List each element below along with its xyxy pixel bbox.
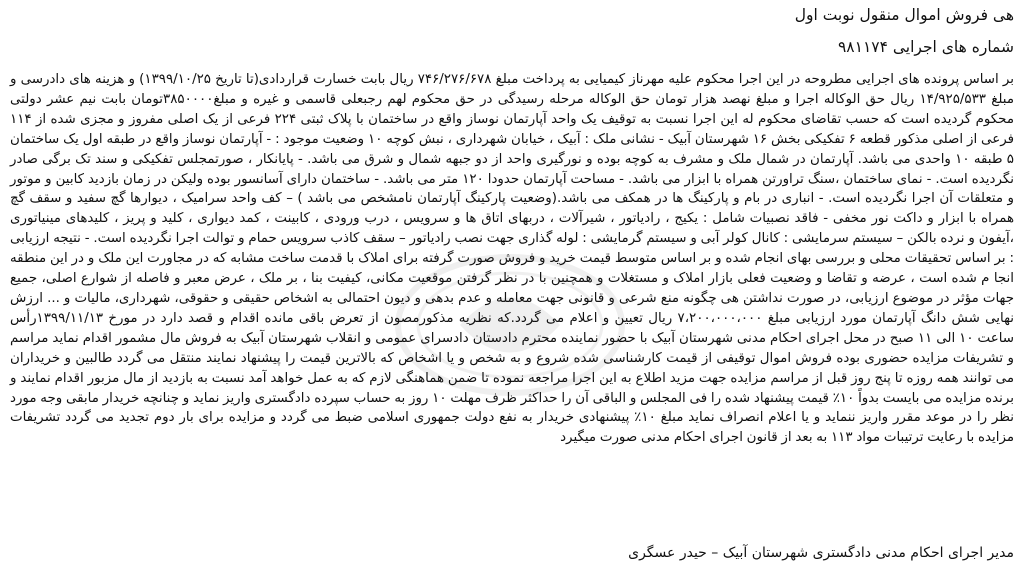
signature-line: مدیر اجرای احکام مدنی دادگستری شهرستان آبیک – حیدر عسگری <box>628 545 1014 561</box>
case-number: شماره های اجرایی ۹۸۱۱۷۴ <box>837 38 1014 56</box>
notice-title: هی فروش اموال منقول نوبت اول <box>794 6 1014 24</box>
notice-body: بر اساس پرونده های اجرایی مطروحه در این اجرا محکوم علیه مهرناز کیمیایی به پرداخت مبلغ ۷۴۶/۲۷۶/۶۷۸ ریال بابت خسارت قراردادی(تا تاریخ ۱۳۹۹/۱۰/۲۵) و هزینه های دادرسی و مبلغ ۱۴/۹۲۵/۵۳۳ ریال حق الوکاله اجرا و مبلغ نهصد هزار تومان حق الوکاله مرحله رسیدگی در حق محکوم لهم رجبعلی قاسمی و غیره و مبلغ۳۸۵۰۰۰۰تومان بابت نیم عشر دولتی محکوم گردیده است که حسب تقاضای محکوم له این اجرا نسبت به توقیف یک واحد آپارتمان نوساز واقع در ساختمان با پلاک ثبتی ۲۲۴ فرعی از یک اصلی مفروز و مجزی شده از ۱۱۴ فرعی از اصلی مذکور قطعه ۶ تفکیکی بخش ۱۶ شهرستان آبیک - نشانی ملک : آبیک ، خیابان شهرداری ، نبش کوچه ۱۰ وضعیت موجود : - آپارتمان نوساز واقع در طبقه اول یک ساختمان ۵ طبقه ۱۰ واحدی می باشد. آپارتمان در شمال ملک و مشرف به کوچه بوده و نورگیری واحد از دو جبهه شمال و شرق می باشد. - پایانکار ، صورتمجلس تفکیکی و سند تک برگی صادر نگردیده است. - نمای ساختمان ،سنگ تراورتن همراه با ابزار می باشد. - مساحت آپارتمان حدودا ۱۲۰ متر می باشد. - ساختمان دارای آسانسور بوده ولیکن در زمان بازدید کابین و موتور و متعلقات آن اجرا نگردیده است. - انباری در بام و پارکینگ ها در همکف می باشد.(وضعیت پارکینگ آپارتمان نامشخص می باشد ) – کف واحد سرامیک ، دیوارها گچ سفید و سقف گچ همراه با ابزار و داکت نور مخفی - فاقد نصبیات شامل : یکیج ، رادیاتور ، شیرآلات ، دربهای اتاق ها و سرویس ، درب ورودی ، کابینت ، کمد دیواری ، کلید و پریز ، کلیدهای مینیاتوری ،آیفون و نرده بالکن – سیستم سرمایشی : کانال کولر آبی و سیستم گرمایشی : لوله گذاری جهت نصب رادیاتور – سقف کاذب سرویس حمام و توالت اجرا نگردیده است. - نتیجه ارزیابی : بر اساس تحقیقات محلی و بررسی بهای انجام شده و بر اساس متوسط قیمت خرید و فروش صورت گرفته برای املاک با قدمت ساخت مشابه که در مجاورت این ملک و در این منطقه انجا م شده است ، عرضه و تقاضا و وضعیت فعلی بازار املاک و مستغلات و همچنین با در نظر گرفتن موقعیت مکانی، کیفیت بنا ، بر ملک ، عرض معبر و فاصله از شوارع اصلی، جمیع جهات مؤثر در موضوع ارزیابی، در صورت نداشتن هی چگونه منع شرعی و قانونی جهت معامله و عدم بدهی و دیون احتمالی به اشخاص حقیقی و حقوقی، شهرداری، مالیات و ... ارزش نهایی شش دانگ آپارتمان مورد ارزیابی مبلغ ۷،۲۰۰،۰۰۰،۰۰۰ ریال تعیین و اعلام می گردد.که نظریه مذکورمصون از تعرض باقی مانده اقدام و قصد دارد در مورخ ۱۳۹۹/۱۱/۱۳رأس ساعت ۱۰ الی ۱۱ صبح در محل اجرای احکام مدنی شهرستان آبیک با حضور نماینده محترم دادستان دادسرای عمومی و انقلاب شهرستان آبیک به فروش مال مشمور اقدام نماید مراسم و تشریفات مزایده حضوری بوده فروش اموال توقیفی از قیمت کارشناسی شده شروع و به شخص و یا اشخاص که بالاترین قیمت را پیشنهاد نمایند منتقل می گردد طالبین و خریداران می توانند همه روزه تا پنج روز قبل از مراسم مزایده جهت مزید اطلاع به این اجرا مراجعه نموده تا ضمن هماهنگی لازم که به عمل خواهد آمد نسبت به بازدید از مال مزبور اقدام نمایند و برنده مزایده می بایست بدواً ۱۰٪ قیمت پیشنهاد شده را فی المجلس و الباقی آن را حداکثر ظرف مهلت ۱۰ روز به حساب سپرده دادگستری واریز نماید و چنانچه خریدار مابقی وجه مورد نظر را در موعد مقرر واریز ننماید و یا اعلام انصراف نماید مبلغ ۱۰٪ پیشنهادی خریدار به نفع دولت جمهوری اسلامی ضبط می گردد و مزایده برای بار دوم تجدید می گردد تشریفات مزایده با رعایت ترتیبات مواد ۱۱۳ به بعد از قانون اجرای احکام مدنی صورت میگیرد <box>10 72 1015 446</box>
